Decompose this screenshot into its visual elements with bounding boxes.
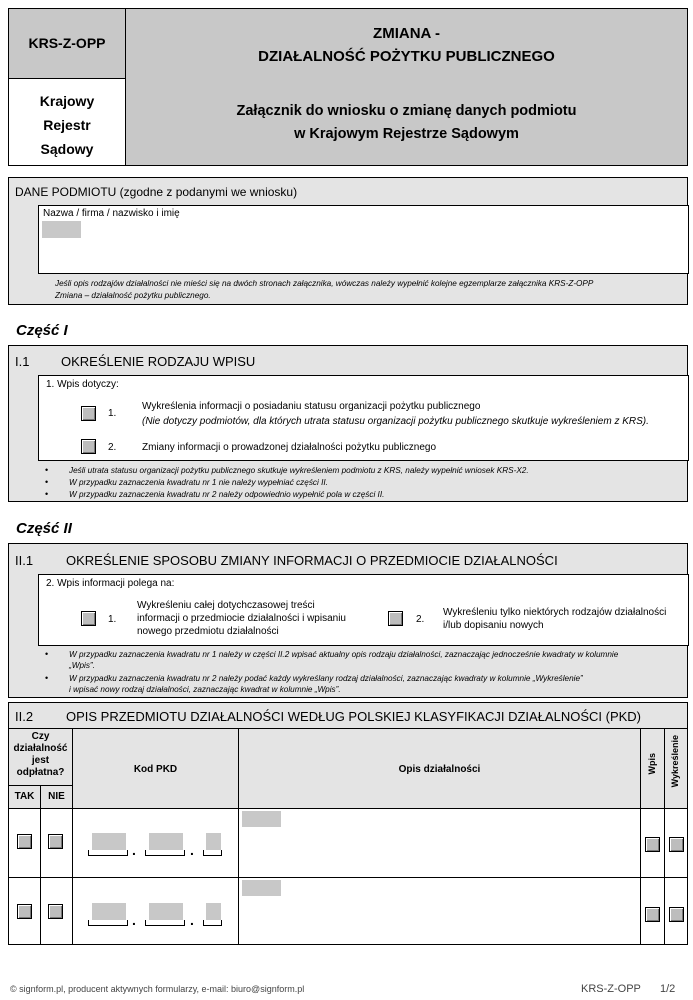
- pkd-col-opis: Opis działalności: [398, 764, 481, 775]
- row1-pkd-tick-2: [145, 850, 185, 856]
- row1-divider-4: [640, 808, 641, 878]
- part1-opt2-text: Zmiany informacji o prowadzonej działalności pożytku publicznego: [142, 442, 437, 453]
- pkd-col-wykreslenie-header: [664, 728, 688, 809]
- row2-nie-checkbox[interactable]: [48, 904, 63, 919]
- header-registry-box: [8, 78, 126, 166]
- row1-pkd-part-1[interactable]: [92, 833, 126, 850]
- pkd-section-header: [8, 702, 688, 729]
- part2-bullet-1: •: [45, 649, 49, 659]
- row1-pkd-tick-3: [203, 850, 222, 856]
- part2-opt1-line-3: nowego przedmiotu działalności: [137, 626, 279, 637]
- row1-pkd-part-3[interactable]: [206, 833, 221, 850]
- pkd-col-paid-header: [8, 728, 73, 786]
- row2-opis-input[interactable]: [242, 880, 281, 896]
- part1-bullet-3: •: [45, 489, 49, 499]
- subtitle-line-1: Załącznik do wniosku o zmianę danych podmiotu: [236, 103, 577, 119]
- pkd-col-tak-header: [8, 785, 41, 809]
- registry-line-2: Rejestr: [43, 117, 91, 133]
- pkd-section-num: II.2: [15, 709, 34, 724]
- part2-note1-line-1: W przypadku zaznaczenia kwadratu nr 1 należy w części II.2 wpisać aktualny opis rodzaju działalności, zaznaczając jednocześnie kwadraty w kolumnie: [69, 650, 619, 659]
- part2-checkbox-2[interactable]: [388, 611, 403, 626]
- header-title-box: [125, 8, 688, 166]
- part2-opt1-line-2: informacji o przedmiocie działalności i wpisaniu: [137, 613, 346, 624]
- row1-wykreslenie-checkbox[interactable]: [669, 837, 684, 852]
- row1-pkd-part-2[interactable]: [149, 833, 183, 850]
- dane-heading: DANE PODMIOTU (zgodne z podanymi we wniosku): [15, 185, 298, 199]
- part2-opt2-num: 2.: [416, 614, 425, 625]
- title-line-2: DZIAŁALNOŚĆ POŻYTKU PUBLICZNEGO: [258, 48, 555, 65]
- part1-checkbox-1[interactable]: [81, 406, 96, 421]
- pkd-section-title: OPIS PRZEDMIOTU DZIAŁALNOŚCI WEDŁUG POLSKIEJ KLASYFIKACJI DZIAŁALNOŚCI (PKD): [66, 709, 642, 724]
- part2-section-num: II.1: [15, 553, 34, 568]
- pkd-paid-line-2: działalność: [13, 743, 68, 754]
- row2-pkd-part-3[interactable]: [206, 903, 221, 920]
- pkd-col-kod-header: [72, 728, 239, 809]
- part1-note-3: W przypadku zaznaczenia kwadratu nr 2 należy odpowiednio wypełnić pola w części II.: [69, 490, 385, 499]
- part1-bullet-2: •: [45, 477, 49, 487]
- title-line-1: ZMIANA -: [373, 25, 440, 42]
- part1-section-num: I.1: [15, 354, 30, 369]
- part2-note2-line-1: W przypadku zaznaczenia kwadratu nr 2 należy podać każdy wykreślany rodzaj działalności, zaznaczając kwadraty w kolumnie „Wykreślenie”: [69, 674, 583, 683]
- part1-opt1-text: Wykreślenia informacji o posiadaniu statusu organizacji pożytku publicznego: [142, 401, 481, 412]
- part1-checkbox-2[interactable]: [81, 439, 96, 454]
- part1-note-1: Jeśli utrata statusu organizacji pożytku publicznego skutkuje wykreśleniem podmiotu z KRS, należy wypełnić wniosek KRS-X2.: [69, 466, 529, 475]
- footer-copyright: © signform.pl, producent aktywnych formularzy, e-mail: biuro@signform.pl: [10, 984, 305, 994]
- row2-pkd-tick-2: [145, 920, 185, 926]
- row1-divider-5: [664, 808, 665, 878]
- row2-wpis-checkbox[interactable]: [645, 907, 660, 922]
- dane-note-line-1: Jeśli opis rodzajów działalności nie mieści się na dwóch stronach załącznika, wówczas należy wypełnić kolejne egzemplarze załącznika KRS-Z-OPP: [55, 279, 594, 288]
- part2-bullet-2: •: [45, 673, 49, 683]
- row2-divider-4: [640, 877, 641, 945]
- row1-divider-1: [40, 808, 41, 878]
- part2-note1-line-2: „Wpis”.: [69, 661, 95, 670]
- part2-section: [8, 543, 688, 698]
- row1-pkd-dot-1: .: [132, 842, 136, 858]
- row2-pkd-tick-3: [203, 920, 222, 926]
- part2-box: [38, 574, 689, 646]
- part1-opt1-note: (Nie dotyczy podmiotów, dla których utrata statusu organizacji pożytku publicznego skutkuje wykreśleniem z KRS).: [142, 416, 649, 427]
- pkd-col-nie: NIE: [48, 791, 65, 802]
- row2-pkd-dot-2: .: [190, 912, 194, 928]
- row1-tak-checkbox[interactable]: [17, 834, 32, 849]
- row2-wykreslenie-checkbox[interactable]: [669, 907, 684, 922]
- row1-opis-input[interactable]: [242, 811, 281, 827]
- row2-divider-3: [238, 877, 239, 945]
- dane-note-line-2: Zmiana – działalność pożytku publicznego.: [55, 291, 211, 300]
- part1-section: [8, 345, 688, 502]
- footer-form-code: KRS-Z-OPP: [581, 983, 641, 995]
- row1-pkd-dot-2: .: [190, 842, 194, 858]
- pkd-col-wykreslenie: Wykreślenie: [670, 735, 680, 788]
- part1-opt1-num: 1.: [108, 408, 117, 419]
- registry-line-3: Sądowy: [40, 141, 94, 157]
- row2-pkd-part-2[interactable]: [149, 903, 183, 920]
- pkd-col-wpis-header: [640, 728, 665, 809]
- pkd-col-opis-header: [238, 728, 641, 809]
- row2-pkd-part-1[interactable]: [92, 903, 126, 920]
- part2-section-title: OKREŚLENIE SPOSOBU ZMIANY INFORMACJI O PRZEDMIOCIE DZIAŁALNOŚCI: [66, 553, 558, 568]
- pkd-col-nie-header: [40, 785, 73, 809]
- pkd-paid-line-3: jest: [31, 755, 50, 766]
- part1-label: Część I: [16, 322, 68, 339]
- part2-opt2-line-2: i/lub dopisaniu nowych: [443, 620, 544, 631]
- footer-page-number: 1/2: [660, 983, 676, 995]
- pkd-paid-line-1: Czy: [31, 731, 50, 742]
- part1-opt2-num: 2.: [108, 442, 117, 453]
- row2-divider-5: [664, 877, 665, 945]
- header-code-box: [8, 8, 126, 79]
- row2-pkd-tick-1: [88, 920, 128, 926]
- subtitle-line-2: w Krajowym Rejestrze Sądowym: [294, 126, 519, 142]
- part1-box: [38, 375, 689, 461]
- pkd-paid-line-4: odpłatna?: [16, 767, 65, 778]
- row1-wpis-checkbox[interactable]: [645, 837, 660, 852]
- row2-divider-2: [72, 877, 73, 945]
- row1-divider-2: [72, 808, 73, 878]
- part1-section-title: OKREŚLENIE RODZAJU WPISU: [61, 354, 256, 369]
- part2-opt1-line-1: Wykreśleniu całej dotychczasowej treści: [137, 600, 315, 611]
- dane-section: [8, 177, 688, 305]
- part1-question: 1. Wpis dotyczy:: [46, 379, 119, 390]
- name-input[interactable]: [42, 221, 81, 238]
- name-field-box: [38, 205, 689, 274]
- part2-opt1-num: 1.: [108, 614, 117, 625]
- row2-pkd-dot-1: .: [132, 912, 136, 928]
- part1-bullet-1: •: [45, 465, 49, 475]
- row1-divider-3: [238, 808, 239, 878]
- row2-tak-checkbox[interactable]: [17, 904, 32, 919]
- pkd-col-tak: TAK: [14, 791, 35, 802]
- pkd-col-wpis: Wpis: [647, 753, 657, 775]
- part2-note2-line-2: i wpisać nowy rodzaj działalności, zaznaczając kwadrat w kolumnie „Wpis”.: [69, 685, 341, 694]
- form-code: KRS-Z-OPP: [28, 35, 106, 51]
- part2-label: Część II: [16, 520, 72, 537]
- row1-pkd-tick-1: [88, 850, 128, 856]
- name-label: Nazwa / firma / nazwisko i imię: [43, 208, 180, 219]
- pkd-col-kod: Kod PKD: [133, 764, 178, 775]
- part1-note-2: W przypadku zaznaczenia kwadratu nr 1 nie należy wypełniać części II.: [69, 478, 328, 487]
- row1-nie-checkbox[interactable]: [48, 834, 63, 849]
- part2-opt2-line-1: Wykreśleniu tylko niektórych rodzajów działalności: [443, 607, 667, 618]
- row2-divider-1: [40, 877, 41, 945]
- part2-question: 2. Wpis informacji polega na:: [46, 578, 175, 589]
- part2-checkbox-1[interactable]: [81, 611, 96, 626]
- registry-line-1: Krajowy: [39, 93, 95, 109]
